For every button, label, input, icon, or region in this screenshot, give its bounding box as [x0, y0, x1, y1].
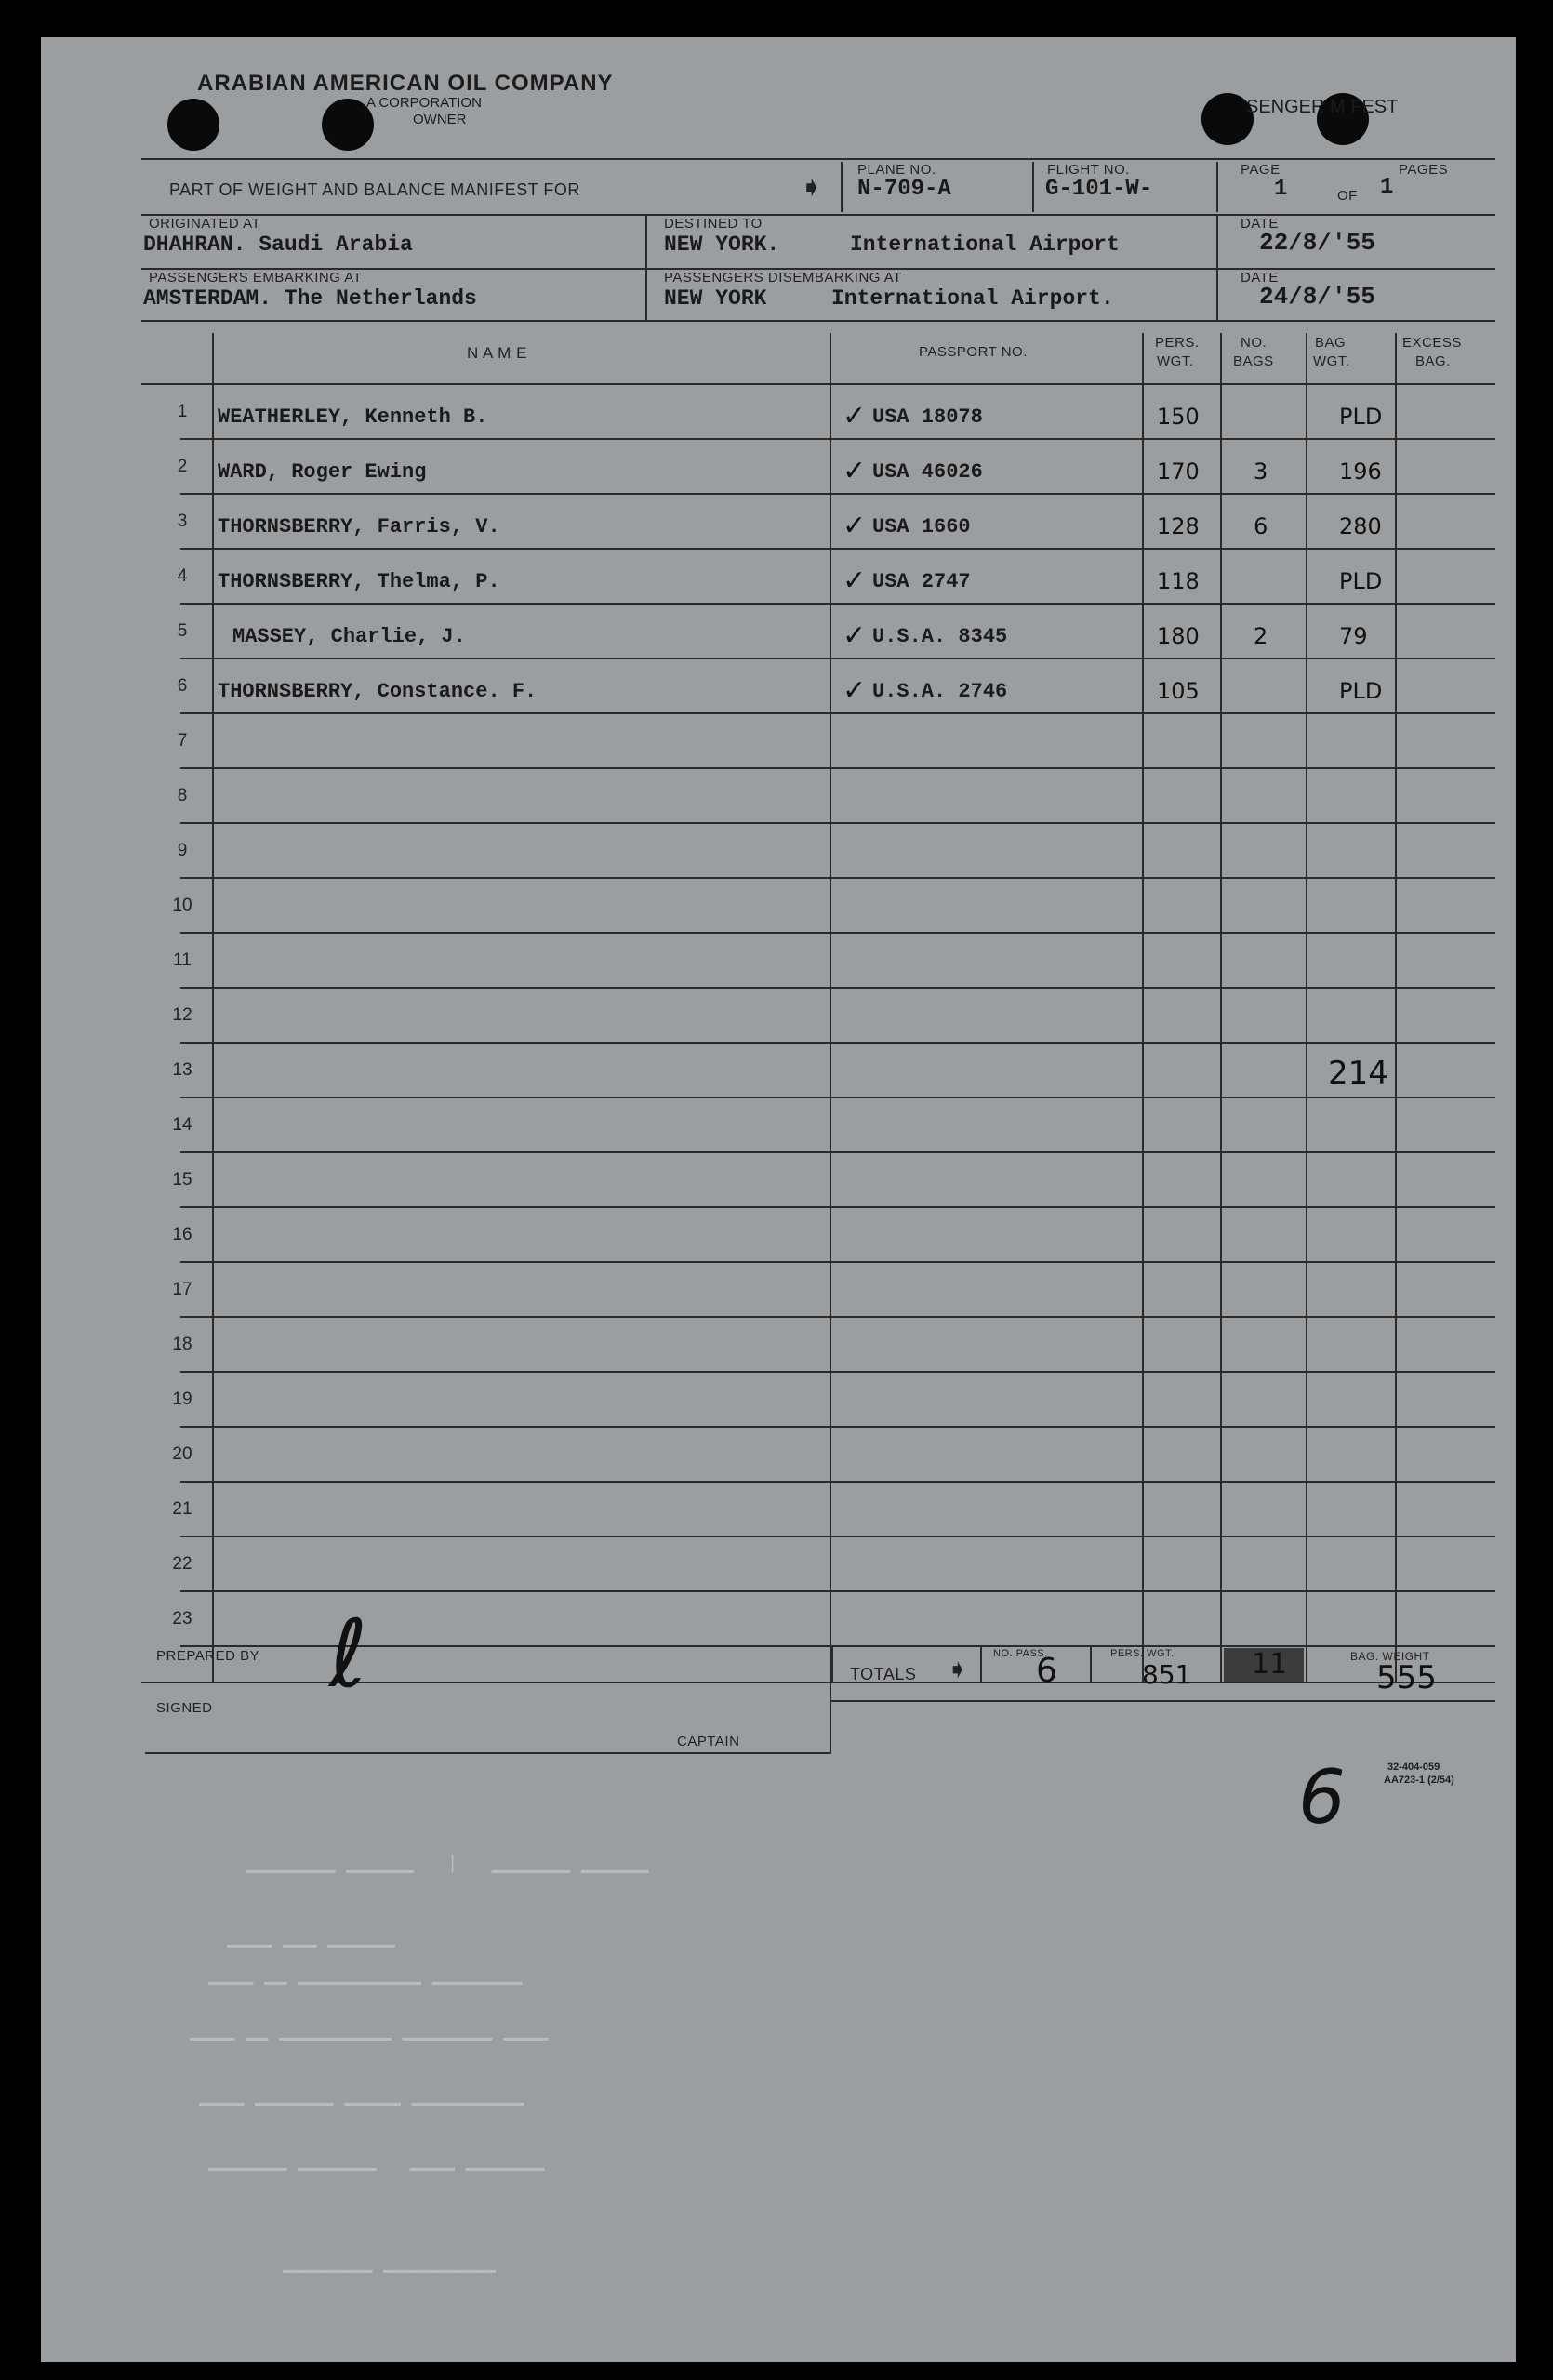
- row-rule: [180, 712, 1495, 714]
- row-number: 10: [172, 896, 192, 915]
- pages-label: PAGES: [1399, 162, 1449, 178]
- row-rule: [180, 1151, 1495, 1153]
- row-rule: [180, 877, 1495, 879]
- row-rule: [180, 658, 1495, 659]
- row-number: 20: [172, 1444, 192, 1464]
- no-pass-label: NO. PASS.: [993, 1648, 1048, 1659]
- date1-value: 22/8/'55: [1259, 229, 1375, 257]
- row-rule: [180, 822, 1495, 824]
- page-number: 1: [1274, 177, 1288, 202]
- row-number: 12: [172, 1005, 192, 1025]
- column-header-passport: PASSPORT NO.: [919, 344, 1028, 360]
- row-number: 18: [172, 1335, 192, 1354]
- row-rule: [141, 383, 1495, 385]
- pers-weight: 180: [1157, 623, 1200, 649]
- company-name: ARABIAN AMERICAN OIL COMPANY: [197, 71, 614, 96]
- captain-label: CAPTAIN: [677, 1734, 740, 1749]
- row-number: 17: [172, 1280, 192, 1299]
- bag-weight-label: BAG. WEIGHT: [1350, 1650, 1430, 1663]
- passenger-name: WEATHERLEY, Kenneth B.: [218, 406, 488, 429]
- column-header-excess-1: EXCESS: [1402, 335, 1462, 351]
- bag-weight-total: 555: [1376, 1659, 1437, 1696]
- form-revision: AA723-1 (2/54): [1384, 1775, 1454, 1786]
- row-rule: [180, 548, 1495, 550]
- row-number: 14: [172, 1115, 192, 1135]
- column-header-pers-1: PERS.: [1155, 335, 1200, 351]
- col-divider-bags: [1306, 333, 1307, 1682]
- row-number: 22: [172, 1554, 192, 1574]
- disembark-airport: International Airport.: [831, 286, 1114, 311]
- pages-total: 1: [1380, 175, 1394, 200]
- bag-count: 6: [1254, 513, 1268, 539]
- passport-check-icon: ✓: [843, 619, 867, 652]
- passport-number: USA 2747: [872, 570, 971, 593]
- row-number: 23: [172, 1609, 192, 1629]
- prepared-by-label: PREPARED BY: [156, 1648, 260, 1664]
- date2-label: DATE: [1241, 270, 1279, 286]
- row-number: 9: [177, 841, 188, 860]
- pers-weight: 105: [1157, 678, 1200, 704]
- row-number: 3: [177, 512, 188, 531]
- form-number: 32-404-059: [1387, 1762, 1440, 1773]
- row-rule: [180, 987, 1495, 989]
- embark-value: AMSTERDAM. The Netherlands: [143, 286, 477, 311]
- plane-no-label: PLANE NO.: [857, 162, 936, 178]
- row-rule: [180, 1206, 1495, 1208]
- col-divider-passport: [1142, 333, 1144, 1682]
- passport-check-icon: ✓: [843, 510, 867, 542]
- signed-label: SIGNED: [156, 1700, 213, 1716]
- totals-label: TOTALS: [850, 1665, 917, 1683]
- row-number: 4: [177, 566, 188, 586]
- plane-no: N-709-A: [857, 177, 951, 202]
- row-rule: [180, 1645, 1495, 1647]
- destined-label: DESTINED TO: [664, 216, 763, 232]
- manifest-for-label: PART OF WEIGHT AND BALANCE MANIFEST FOR: [169, 180, 580, 199]
- date2-value: 24/8/'55: [1259, 283, 1375, 311]
- row-rule: [180, 1316, 1495, 1318]
- manifest-sheet: ARABIAN AMERICAN OIL COMPANY A CORPORATION OWNER SENGER M FEST PART OF WEIGHT AND BALANCE MANIFEST FOR ➧ PLANE NO. N-709-A FLIGHT NO. G-101-W- PAGE 1 OF PAGES 1 ORIGINATED AT DHAHRAN. Saudi Arabia DESTINED TO NEW YORK. International Airport DATE 22/8/'55 PASSENGERS EMBARKING AT AMSTERDAM. The Netherlands PASSENGERS DISEMBARKING AT NEW YORK International Airport. DATE 24/8/'55 N A M E PASSPORT NO. PERS. WGT. NO. BAGS BAG WGT. EXCESS BAG. 1 WEATHERLEY, Kenneth B. ✓ USA 18078 150 PLD 2 WARD, Roger Ewing ✓ USA 46026 170 3 196 3 THORNSBERRY, Farris, V. ✓ USA 1660 128 6 280 4 THORNSBERRY, Thelma, P. ✓ USA 2747 118 PLD 5 MASSEY, Charlie, J. ✓ U.S.A. 8345 180 2 79 6 THORNSBERRY, Constance. F. ✓ U.S.A. 2746 105 PLD 7 8 9 10 11 12 13 214 14 15 16 17 18 19 20 21 22 23 PREPARED BY ℓ SIGNED CAPTAIN TOTALS ➧ NO. PASS. 6 PERS. WGT. 851 11 BAG. WEIGHT 555 32-404-059 AA723-1 (2/54) 6 ▁▁▁▁▁▁▁▁ ▁▁▁▁▁▁ | ▁▁▁▁▁▁▁ ▁▁▁▁▁▁ ▁▁▁▁ ▁▁▁ ▁▁▁▁▁▁ ▁▁▁▁ ▁▁ ▁▁▁▁▁▁▁▁▁▁▁ ▁▁▁▁▁▁▁▁ ▁▁▁▁ ▁▁ ▁▁▁▁▁▁▁▁▁▁ ▁▁▁▁▁▁▁▁ ▁▁▁▁ ▁▁▁▁ ▁▁▁▁▁▁▁ ▁▁▁▁▁ ▁▁▁▁▁▁▁▁▁▁ ▁▁▁▁▁▁▁ ▁▁▁▁▁▁▁ ▁▁▁▁ ▁▁▁▁▁▁▁ ▁▁▁▁▁▁▁▁ ▁▁▁▁▁▁▁▁▁▁: [41, 37, 1516, 2362]
- bag-weight: 196: [1339, 459, 1382, 485]
- embark-label: PASSENGERS EMBARKING AT: [149, 270, 363, 286]
- document-title: SENGER M FEST: [1246, 97, 1399, 117]
- row-number: 7: [177, 731, 188, 751]
- punch-hole-left: [167, 99, 219, 151]
- passport-check-icon: ✓: [843, 455, 867, 487]
- disembark-city: NEW YORK: [664, 286, 767, 311]
- of-label: OF: [1337, 188, 1358, 204]
- bleed-through-text: ▁▁▁▁▁▁▁▁ ▁▁▁▁▁▁ | ▁▁▁▁▁▁▁ ▁▁▁▁▁▁: [246, 1854, 649, 1875]
- no-pass-total: 6: [1036, 1652, 1057, 1690]
- bag-weight: 79: [1339, 623, 1368, 649]
- row-number: 11: [173, 951, 192, 970]
- row-number: 2: [177, 457, 188, 476]
- bag-weight: PLD: [1339, 404, 1383, 430]
- col-divider-pers: [1220, 333, 1222, 1682]
- row-rule: [180, 1590, 1495, 1592]
- pers-weight: 118: [1157, 568, 1200, 594]
- row-rule: [180, 767, 1495, 769]
- col-divider-name: [830, 333, 831, 1682]
- passenger-name: MASSEY, Charlie, J.: [232, 625, 466, 648]
- pers-wgt-total: 851: [1142, 1659, 1192, 1690]
- owner-label: OWNER: [413, 112, 467, 127]
- passport-check-icon: ✓: [843, 400, 867, 432]
- passport-number: USA 1660: [872, 515, 971, 538]
- passenger-name: THORNSBERRY, Farris, V.: [218, 515, 500, 538]
- pers-weight: 170: [1157, 459, 1200, 485]
- column-header-bagwgt-2: WGT.: [1313, 353, 1350, 369]
- originated-value: DHAHRAN. Saudi Arabia: [143, 233, 413, 257]
- passport-number: U.S.A. 2746: [872, 680, 1008, 703]
- row-number: 19: [172, 1389, 192, 1409]
- corporation-label: A CORPORATION: [366, 95, 482, 111]
- column-header-excess-2: BAG.: [1415, 353, 1451, 369]
- flight-no: G-101-W-: [1045, 177, 1153, 202]
- bag-weight: PLD: [1339, 678, 1383, 704]
- pers-weight: 150: [1157, 404, 1200, 430]
- row-rule: [180, 493, 1495, 495]
- passport-check-icon: ✓: [843, 565, 867, 597]
- bag-count: 3: [1254, 459, 1268, 485]
- row-number: 15: [172, 1170, 192, 1190]
- row-rule: [180, 438, 1495, 440]
- row-rule: [180, 1481, 1495, 1483]
- column-header-bags-2: BAGS: [1233, 353, 1274, 369]
- originated-label: ORIGINATED AT: [149, 216, 261, 232]
- passport-number: U.S.A. 8345: [872, 625, 1008, 648]
- passenger-name: THORNSBERRY, Constance. F.: [218, 680, 538, 703]
- row-number: 21: [172, 1499, 192, 1519]
- row-rule: [180, 1097, 1495, 1098]
- page-label: PAGE: [1241, 162, 1281, 178]
- row-number: 5: [177, 621, 188, 641]
- passenger-name: THORNSBERRY, Thelma, P.: [218, 570, 500, 593]
- row-rule: [180, 1426, 1495, 1428]
- destined-airport: International Airport: [850, 233, 1120, 257]
- bag-count: 2: [1254, 623, 1268, 649]
- passport-number: USA 46026: [872, 460, 983, 484]
- row-rule: [180, 932, 1495, 934]
- totals-arrow-icon: ➧: [947, 1655, 969, 1683]
- column-header-bags-1: NO.: [1241, 335, 1268, 351]
- column-header-bagwgt-1: BAG: [1315, 335, 1347, 351]
- pers-weight: 128: [1157, 513, 1200, 539]
- bag-weight: 214: [1328, 1055, 1388, 1092]
- row-number: 16: [172, 1225, 192, 1244]
- flight-no-label: FLIGHT NO.: [1047, 162, 1130, 178]
- bag-weight: 280: [1339, 513, 1382, 539]
- row-rule: [180, 1371, 1495, 1373]
- col-divider-num: [212, 333, 214, 1682]
- pers-wgt-total-label: PERS. WGT.: [1110, 1648, 1175, 1659]
- date1-label: DATE: [1241, 216, 1279, 232]
- arrow-icon: ➧: [800, 172, 824, 203]
- row-number: 13: [172, 1060, 192, 1080]
- handwritten-page-number: 6: [1298, 1754, 1346, 1841]
- column-header-pers-2: WGT.: [1157, 353, 1194, 369]
- row-number: 8: [177, 786, 188, 805]
- passport-number: USA 18078: [872, 406, 983, 429]
- row-number: 1: [177, 402, 188, 421]
- destined-city: NEW YORK.: [664, 233, 780, 257]
- row-rule: [180, 603, 1495, 605]
- bags-total: 11: [1252, 1648, 1288, 1681]
- column-header-name: N A M E: [467, 344, 527, 362]
- row-rule: [180, 1536, 1495, 1537]
- col-divider-bagwgt: [1395, 333, 1397, 1682]
- row-rule: [180, 1042, 1495, 1044]
- bag-weight: PLD: [1339, 568, 1383, 594]
- passport-check-icon: ✓: [843, 674, 867, 707]
- row-number: 6: [177, 676, 188, 696]
- passenger-name: WARD, Roger Ewing: [218, 460, 427, 484]
- row-rule: [180, 1261, 1495, 1263]
- disembark-label: PASSENGERS DISEMBARKING AT: [664, 270, 902, 286]
- signature-mark: ℓ: [329, 1600, 368, 1709]
